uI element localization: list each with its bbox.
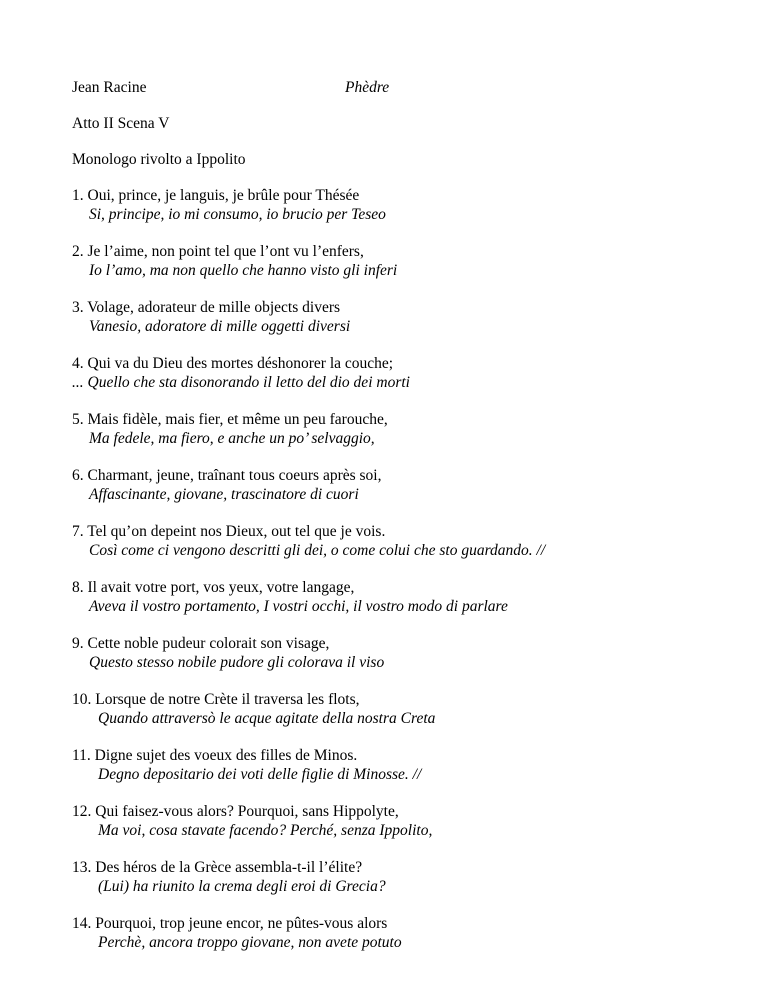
verse-item	[72, 242, 732, 280]
verse-item	[72, 914, 732, 952]
verse-original: 1. Oui, prince, je languis, je brûle pour Thésée	[72, 187, 360, 204]
verse-original: 11. Digne sujet des voeux des filles de Minos.	[72, 747, 358, 764]
verse-original: 6. Charmant, jeune, traînant tous coeurs après soi,	[72, 467, 382, 484]
document-header	[72, 78, 732, 97]
work-title: Phèdre	[345, 79, 390, 96]
verse-translation: Io l’amo, ma non quello che hanno visto gli inferi	[89, 262, 398, 279]
verse-translation: Ma fedele, ma fiero, e anche un po’ selvaggio,	[89, 430, 375, 447]
verse-original: 3. Volage, adorateur de mille objects divers	[72, 299, 341, 316]
verse-item	[72, 354, 732, 392]
author-name: Jean Racine	[72, 79, 147, 96]
verse-translation: Degno depositario dei voti delle figlie di Minosse. //	[98, 766, 422, 783]
verse-translation: Perchè, ancora troppo giovane, non avete potuto	[98, 934, 402, 951]
verse-translation: Ma voi, cosa stavate facendo? Perché, senza Ippolito,	[98, 822, 433, 839]
document-page	[72, 78, 732, 970]
verse-item	[72, 466, 732, 504]
verse-item	[72, 858, 732, 896]
verse-original: 14. Pourquoi, trop jeune encor, ne pûtes-vous alors	[72, 915, 388, 932]
verse-original: 4. Qui va du Dieu des mortes déshonorer la couche;	[72, 355, 394, 372]
verse-original: 12. Qui faisez-vous alors? Pourquoi, sans Hippolyte,	[72, 803, 399, 820]
verse-translation: Aveva il vostro portamento, I vostri occhi, il vostro modo di parlare	[89, 598, 508, 615]
verse-translation: Questo stesso nobile pudore gli colorava il viso	[89, 654, 385, 671]
verse-translation: ... Quello che sta disonorando il letto del dio dei morti	[72, 374, 410, 391]
verse-original: 7. Tel qu’on depeint nos Dieux, out tel que je vois.	[72, 523, 386, 540]
verse-item	[72, 298, 732, 336]
verse-translation: Così come ci vengono descritti gli dei, o come colui che sto guardando. //	[89, 542, 546, 559]
verse-translation: Quando attraversò le acque agitate della nostra Creta	[98, 710, 436, 727]
scene-heading: Atto II Scena V	[72, 115, 170, 132]
verse-translation: Vanesio, adoratore di mille oggetti diversi	[89, 318, 351, 335]
verse-original: 2. Je l’aime, non point tel que l’ont vu l’enfers,	[72, 243, 364, 260]
verse-item	[72, 186, 732, 224]
verse-original: 9. Cette noble pudeur colorait son visage,	[72, 635, 330, 652]
verse-original: 5. Mais fidèle, mais fier, et même un peu farouche,	[72, 411, 388, 428]
verse-item	[72, 634, 732, 672]
verse-original: 8. Il avait votre port, vos yeux, votre langage,	[72, 579, 355, 596]
verse-translation: Affascinante, giovane, trascinatore di cuori	[89, 486, 359, 503]
verse-item	[72, 802, 732, 840]
verse-item	[72, 578, 732, 616]
verse-item	[72, 690, 732, 728]
verse-list	[72, 186, 732, 952]
verse-item	[72, 746, 732, 784]
verse-translation: (Lui) ha riunito la crema degli eroi di Grecia?	[98, 878, 386, 895]
verse-item	[72, 410, 732, 448]
verse-original: 10. Lorsque de notre Crète il traversa les flots,	[72, 691, 360, 708]
section-subtitle: Monologo rivolto a Ippolito	[72, 151, 246, 168]
verse-item	[72, 522, 732, 560]
verse-original: 13. Des héros de la Grèce assembla-t-il l’élite?	[72, 859, 363, 876]
verse-translation: Si, principe, io mi consumo, io brucio per Teseo	[89, 206, 386, 223]
